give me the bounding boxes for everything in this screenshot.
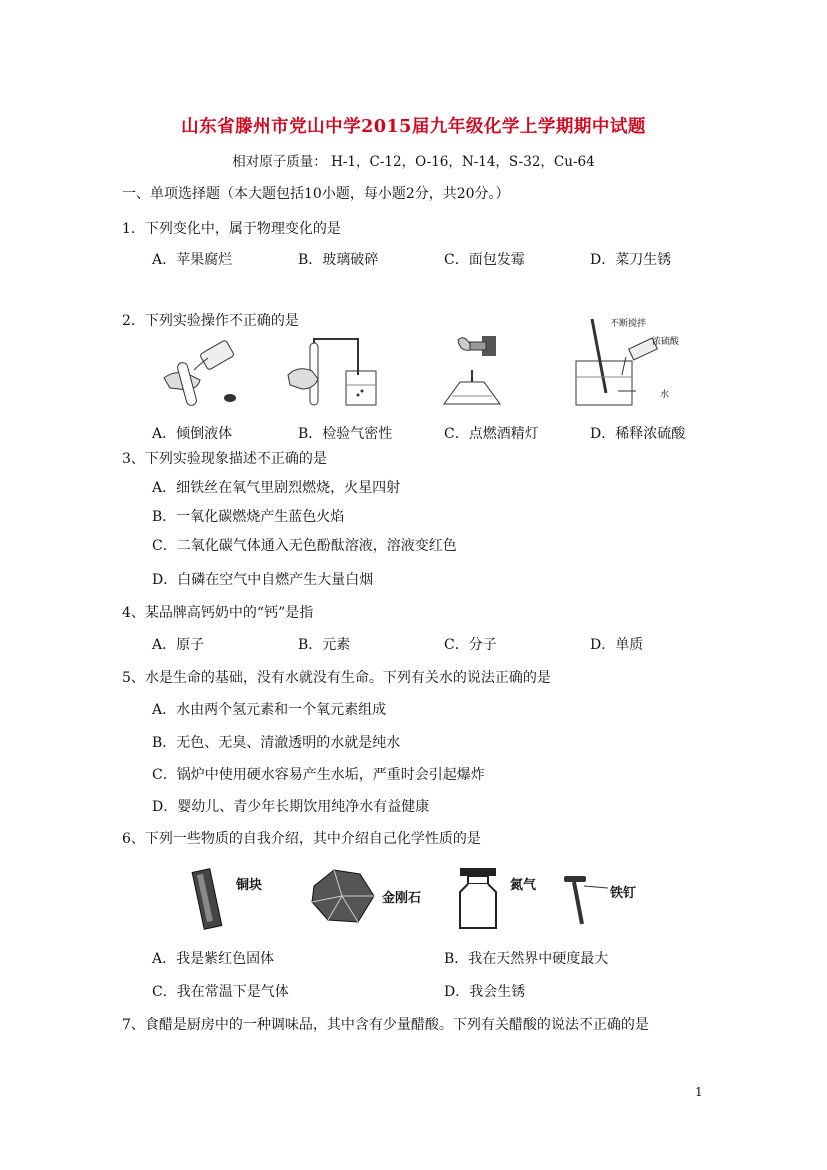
q1-option-b: B．玻璃破碎 (298, 252, 379, 268)
q5-option-a: A．水由两个氢元素和一个氧元素组成 (152, 702, 387, 718)
copper-block-figure (186, 868, 234, 930)
label-stir: 不断搅拌 (610, 319, 647, 329)
q4-option-b: B．元素 (298, 637, 351, 653)
question-3-stem: 3、下列实验现象描述不正确的是 (122, 451, 327, 467)
question-5-stem: 5、水是生命的基础，没有水就没有生命。下列有关水的说法正确的是 (122, 670, 551, 686)
q5-option-b: B．无色、无臭、清澈透明的水就是纯水 (152, 735, 401, 751)
label-nitrogen: 氮气 (510, 878, 537, 893)
q6-option-a: A．我是紫红色固体 (152, 951, 275, 967)
q6-option-c: C．我在常温下是气体 (152, 984, 289, 1000)
question-7-stem: 7、食醋是厨房中的一种调味品，其中含有少量醋酸。下列有关醋酸的说法不正确的是 (122, 1017, 649, 1033)
nitrogen-bottle-figure (454, 866, 502, 930)
q4-option-d: D．单质 (590, 637, 644, 653)
q2-option-c: C．点燃酒精灯 (444, 426, 539, 442)
label-water: 水 (660, 390, 670, 400)
q6-option-d: D．我会生锈 (444, 984, 526, 1000)
label-iron-nail: 铁钉 (610, 886, 637, 901)
q2-option-d: D．稀释浓硫酸 (590, 426, 686, 442)
iron-nail-figure (562, 872, 612, 928)
question-6-stem: 6、下列一些物质的自我介绍，其中介绍自己化学性质的是 (122, 831, 481, 847)
question-4-stem: 4、某品牌高钙奶中的“钙”是指 (122, 605, 314, 621)
q3-option-a: A．细铁丝在氧气里剧烈燃烧，火星四射 (152, 480, 401, 496)
q3-option-c: C．二氧化碳气体通入无色酚酞溶液，溶液变红色 (152, 538, 457, 554)
label-conc-acid: 浓硫酸 (652, 337, 680, 347)
label-copper: 铜块 (236, 878, 263, 893)
page-number: 1 (695, 1085, 703, 1099)
document-title: 山东省滕州市党山中学2015届九年级化学上学期期中试题 (181, 117, 646, 137)
airtightness-figure (286, 335, 386, 415)
label-diamond: 金刚石 (382, 891, 422, 906)
question-2-stem: 2．下列实验操作不正确的是 (122, 313, 299, 329)
q5-option-d: D．婴幼儿、青少年长期饮用纯净水有益健康 (152, 799, 430, 815)
q4-option-a: A．原子 (152, 637, 205, 653)
question-1-stem: 1．下列变化中，属于物理变化的是 (122, 221, 341, 237)
q5-option-c: C．锅炉中使用硬水容易产生水垢，严重时会引起爆炸 (152, 767, 485, 783)
q4-option-c: C．分子 (444, 637, 497, 653)
alcohol-lamp-figure (430, 330, 520, 410)
q1-option-a: A．苹果腐烂 (152, 252, 233, 268)
q2-option-a: A．倾倒液体 (152, 426, 233, 442)
section-heading: 一、单项选择题（本大题包括10小题，每小题2分，共20分。） (122, 186, 510, 202)
pour-liquid-figure (160, 340, 250, 410)
diamond-figure (308, 866, 378, 926)
q1-option-c: C．面包发霉 (444, 252, 525, 268)
q3-option-b: B．一氧化碳燃烧产生蓝色火焰 (152, 509, 345, 525)
q6-option-b: B．我在天然界中硬度最大 (444, 951, 609, 967)
q3-option-d: D．白磷在空气中自燃产生大量白烟 (152, 572, 374, 588)
q2-option-b: B．检验气密性 (298, 426, 393, 442)
atomic-mass-line: 相对原子质量： H-1，C-12，O-16，N-14，S-32，Cu-64 (232, 154, 595, 170)
q1-option-d: D．菜刀生锈 (590, 252, 672, 268)
